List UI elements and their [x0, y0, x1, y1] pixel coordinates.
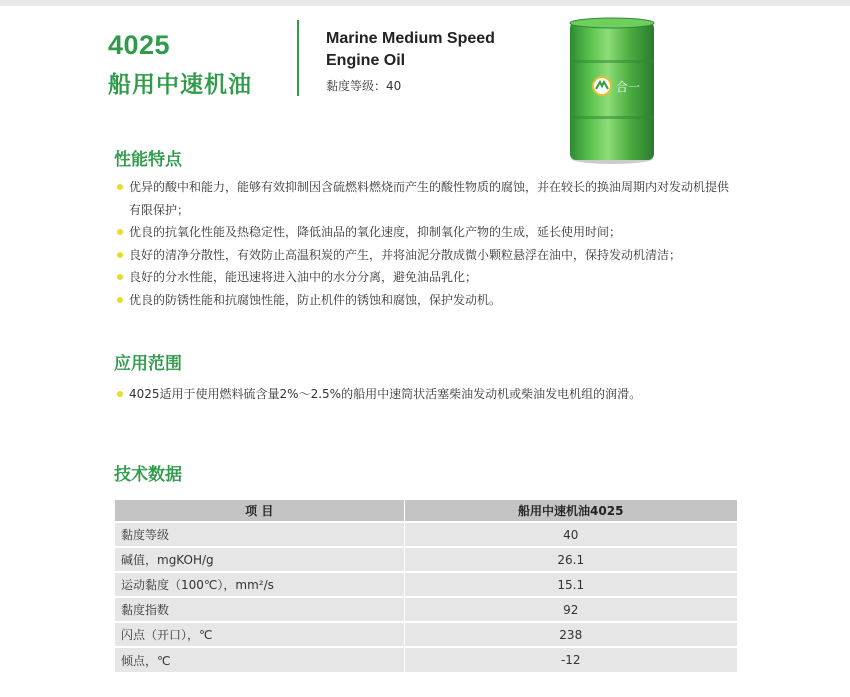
tech-data-title: 技术数据 [114, 465, 182, 485]
bullet-dot-icon [117, 297, 123, 303]
tech-data-table [115, 500, 737, 672]
bullet-dot-icon [117, 252, 123, 258]
value-cell: 26.1 [404, 547, 737, 572]
value-cell: 238 [404, 622, 737, 647]
table-row [115, 647, 737, 672]
table-row [115, 622, 737, 647]
table-row [115, 547, 737, 572]
table-row [115, 572, 737, 597]
bullet-dot-icon [117, 184, 123, 190]
header-divider [297, 20, 299, 96]
value-cell: 92 [404, 597, 737, 622]
table-row [115, 597, 737, 622]
property-cell: 碱值，mgKOH/g [115, 547, 404, 572]
feature-item: 良好的分水性能，能迅速将进入油中的水分分离，避免油品乳化； [117, 266, 477, 289]
feature-item: 优良的防锈性能和抗腐蚀性能，防止机件的锈蚀和腐蚀，保护发动机。 [117, 289, 501, 312]
table-header-row [115, 500, 737, 522]
property-cell: 倾点，℃ [115, 647, 404, 672]
top-border [0, 0, 850, 6]
property-cell: 运动黏度（100℃），mm²/s [115, 572, 404, 597]
property-cell: 黏度指数 [115, 597, 404, 622]
brand-logo [592, 74, 648, 98]
property-cell: 黏度等级 [115, 522, 404, 547]
column-header-item: 项 目 [115, 500, 404, 522]
bullet-dot-icon [117, 391, 123, 397]
product-code: 4025 [108, 30, 171, 60]
product-title-en-line2: Engine Oil [326, 52, 406, 69]
feature-item-continuation: 有限保护； [129, 203, 190, 217]
svg-text:合一: 合一 [616, 80, 641, 94]
value-cell: 40 [404, 522, 737, 547]
features-title: 性能特点 [114, 150, 182, 170]
bullet-dot-icon [117, 274, 123, 280]
application-title: 应用范围 [114, 354, 182, 374]
product-title-cn: 船用中速机油 [108, 72, 252, 98]
table-row [115, 522, 737, 547]
viscosity-grade: 黏度等级：40 [326, 79, 402, 93]
feature-item: 优异的酸中和能力，能够有效抑制因含硫燃料燃烧而产生的酸性物质的腐蚀，并在较长的换油周期内对发动机提供 [117, 176, 729, 199]
bullet-dot-icon [117, 229, 123, 235]
value-cell: 15.1 [404, 572, 737, 597]
property-cell: 闪点（开口），℃ [115, 622, 404, 647]
feature-item: 良好的清净分散性，有效防止高温积炭的产生，并将油泥分散成微小颗粒悬浮在油中，保持发动机清洁； [117, 244, 681, 267]
column-header-product: 船用中速机油4025 [404, 500, 737, 522]
product-title-en-line1: Marine Medium Speed [326, 30, 495, 47]
application-item: 4025适用于使用燃料硫含量2%～2.5%的船用中速筒状活塞柴油发动机或柴油发电机组的润滑。 [117, 383, 641, 406]
feature-item: 优良的抗氧化性能及热稳定性，降低油品的氧化速度，抑制氧化产物的生成，延长使用时间； [117, 221, 621, 244]
value-cell: -12 [404, 647, 737, 672]
